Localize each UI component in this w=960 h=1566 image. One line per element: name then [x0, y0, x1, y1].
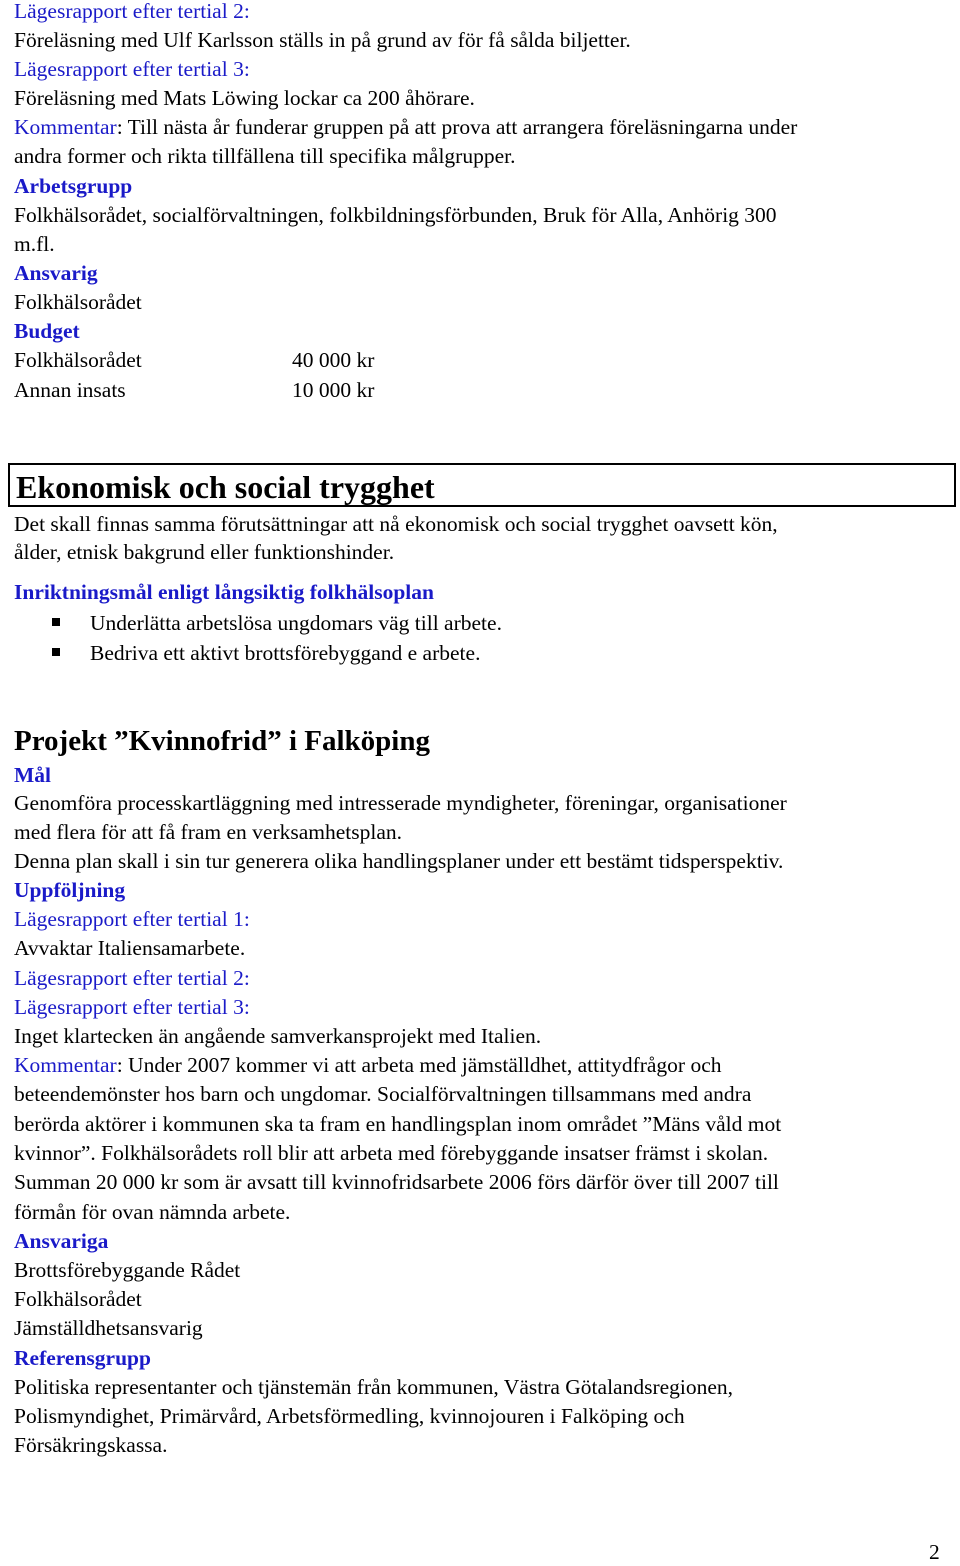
- ansvariga-label: Ansvariga: [14, 1229, 109, 1253]
- bullet-icon: [52, 618, 60, 626]
- lr3-label-project: Lägesrapport efter tertial 3:: [14, 995, 250, 1019]
- referensgrupp-text-3: Försäkringskassa.: [14, 1433, 168, 1457]
- budget-amount: 10 000 kr: [292, 378, 375, 402]
- mal-label: Mål: [14, 763, 52, 787]
- bullet-icon: [52, 648, 60, 656]
- page-number: 2: [929, 1540, 940, 1564]
- lr1-text: Avvaktar Italiensamarbete.: [14, 936, 246, 960]
- section-heading: Ekonomisk och social trygghet: [16, 469, 435, 505]
- lr2-label-project: Lägesrapport efter tertial 2:: [14, 966, 250, 990]
- budget-item: Annan insats: [14, 378, 126, 402]
- ansvariga-item: Folkhälsorådet: [14, 1287, 142, 1311]
- ansvariga-item: Jämställdhetsansvarig: [14, 1316, 203, 1340]
- project-title: Projekt ”Kvinnofrid” i Falköping: [14, 725, 430, 757]
- arbetsgrupp-label: Arbetsgrupp: [14, 174, 133, 198]
- kommentar-text-project-5: Summan 20 000 kr som är avsatt till kvinnofridsarbete 2006 förs därför över till 2007 till: [14, 1170, 779, 1194]
- uppfoljning-label: Uppföljning: [14, 878, 126, 902]
- arbetsgrupp-text: Folkhälsorådet, socialförvaltningen, folkbildningsförbunden, Bruk för Alla, Anhörig 300: [14, 203, 777, 227]
- kommentar-line: [14, 112, 797, 142]
- kommentar-text-project-3: berörda aktörer i kommunen ska ta fram en handlingsplan inom området ”Mäns våld mot: [14, 1112, 782, 1136]
- section-intro: Det skall finnas samma förutsättningar att nå ekonomisk och social trygghet oavsett kön,: [14, 512, 778, 536]
- lr2-label: Lägesrapport efter tertial 2:: [14, 0, 250, 23]
- goals-label: Inriktningsmål enligt långsiktig folkhälsoplan: [14, 580, 434, 604]
- mal-text-2: med flera för att få fram en verksamhetsplan.: [14, 820, 403, 844]
- goal-item: Underlätta arbetslösa ungdomars väg till arbete.: [90, 611, 502, 635]
- referensgrupp-text: Politiska representanter och tjänstemän från kommunen, Västra Götalandsregionen,: [14, 1375, 734, 1399]
- section-heading-box: [8, 463, 956, 507]
- lr2-text: Föreläsning med Ulf Karlsson ställs in på grund av för få sålda biljetter.: [14, 28, 631, 52]
- mal-text: Genomföra processkartläggning med intresserade myndigheter, föreningar, organisationer: [14, 791, 787, 815]
- referensgrupp-text-2: Polismyndighet, Primärvård, Arbetsförmedling, kvinnojouren i Falköping och: [14, 1404, 685, 1428]
- kommentar-text-2: andra former och rikta tillfällena till specifika målgrupper.: [14, 144, 516, 168]
- kommentar-text-project-4: kvinnor”. Folkhälsorådets roll blir att arbeta med förebyggande insatser främst i skolan.: [14, 1141, 769, 1165]
- lr3-label: Lägesrapport efter tertial 3:: [14, 57, 250, 81]
- lr1-label: Lägesrapport efter tertial 1:: [14, 907, 250, 931]
- kommentar-text-project-6: förmån för ovan nämnda arbete.: [14, 1200, 291, 1224]
- kommentar-text: : Till nästa år funderar gruppen på att prova att arrangera föreläsningarna under: [116, 115, 798, 139]
- kommentar-text-project-2: beteendemönster hos barn och ungdomar. Socialförvaltningen tillsammans med andra: [14, 1082, 752, 1106]
- kommentar-text-project: : Under 2007 kommer vi att arbeta med jämställdhet, attitydfrågor och: [116, 1053, 722, 1077]
- goal-item: Bedriva ett aktivt brottsförebyggand e arbete.: [90, 641, 481, 665]
- ansvariga-item: Brottsförebyggande Rådet: [14, 1258, 241, 1282]
- ansvarig-label: Ansvarig: [14, 261, 98, 285]
- budget-label: Budget: [14, 319, 80, 343]
- kommentar-line-project: [14, 1050, 722, 1080]
- mal-text-3: Denna plan skall i sin tur generera olika handlingsplaner under ett bestämt tidsperspektiv.: [14, 849, 784, 873]
- referensgrupp-label: Referensgrupp: [14, 1346, 151, 1370]
- arbetsgrupp-text-2: m.fl.: [14, 232, 55, 256]
- ansvarig-text: Folkhälsorådet: [14, 290, 142, 314]
- section-intro-2: ålder, etnisk bakgrund eller funktionshinder.: [14, 540, 395, 564]
- budget-item: Folkhälsorådet: [14, 348, 142, 372]
- lr3-text-project: Inget klartecken än angående samverkansprojekt med Italien.: [14, 1024, 542, 1048]
- budget-amount: 40 000 kr: [292, 348, 375, 372]
- lr3-text: Föreläsning med Mats Löwing lockar ca 200 åhörare.: [14, 86, 475, 110]
- kommentar-label-project: Kommentar: [14, 1053, 117, 1077]
- kommentar-label: Kommentar: [14, 115, 117, 139]
